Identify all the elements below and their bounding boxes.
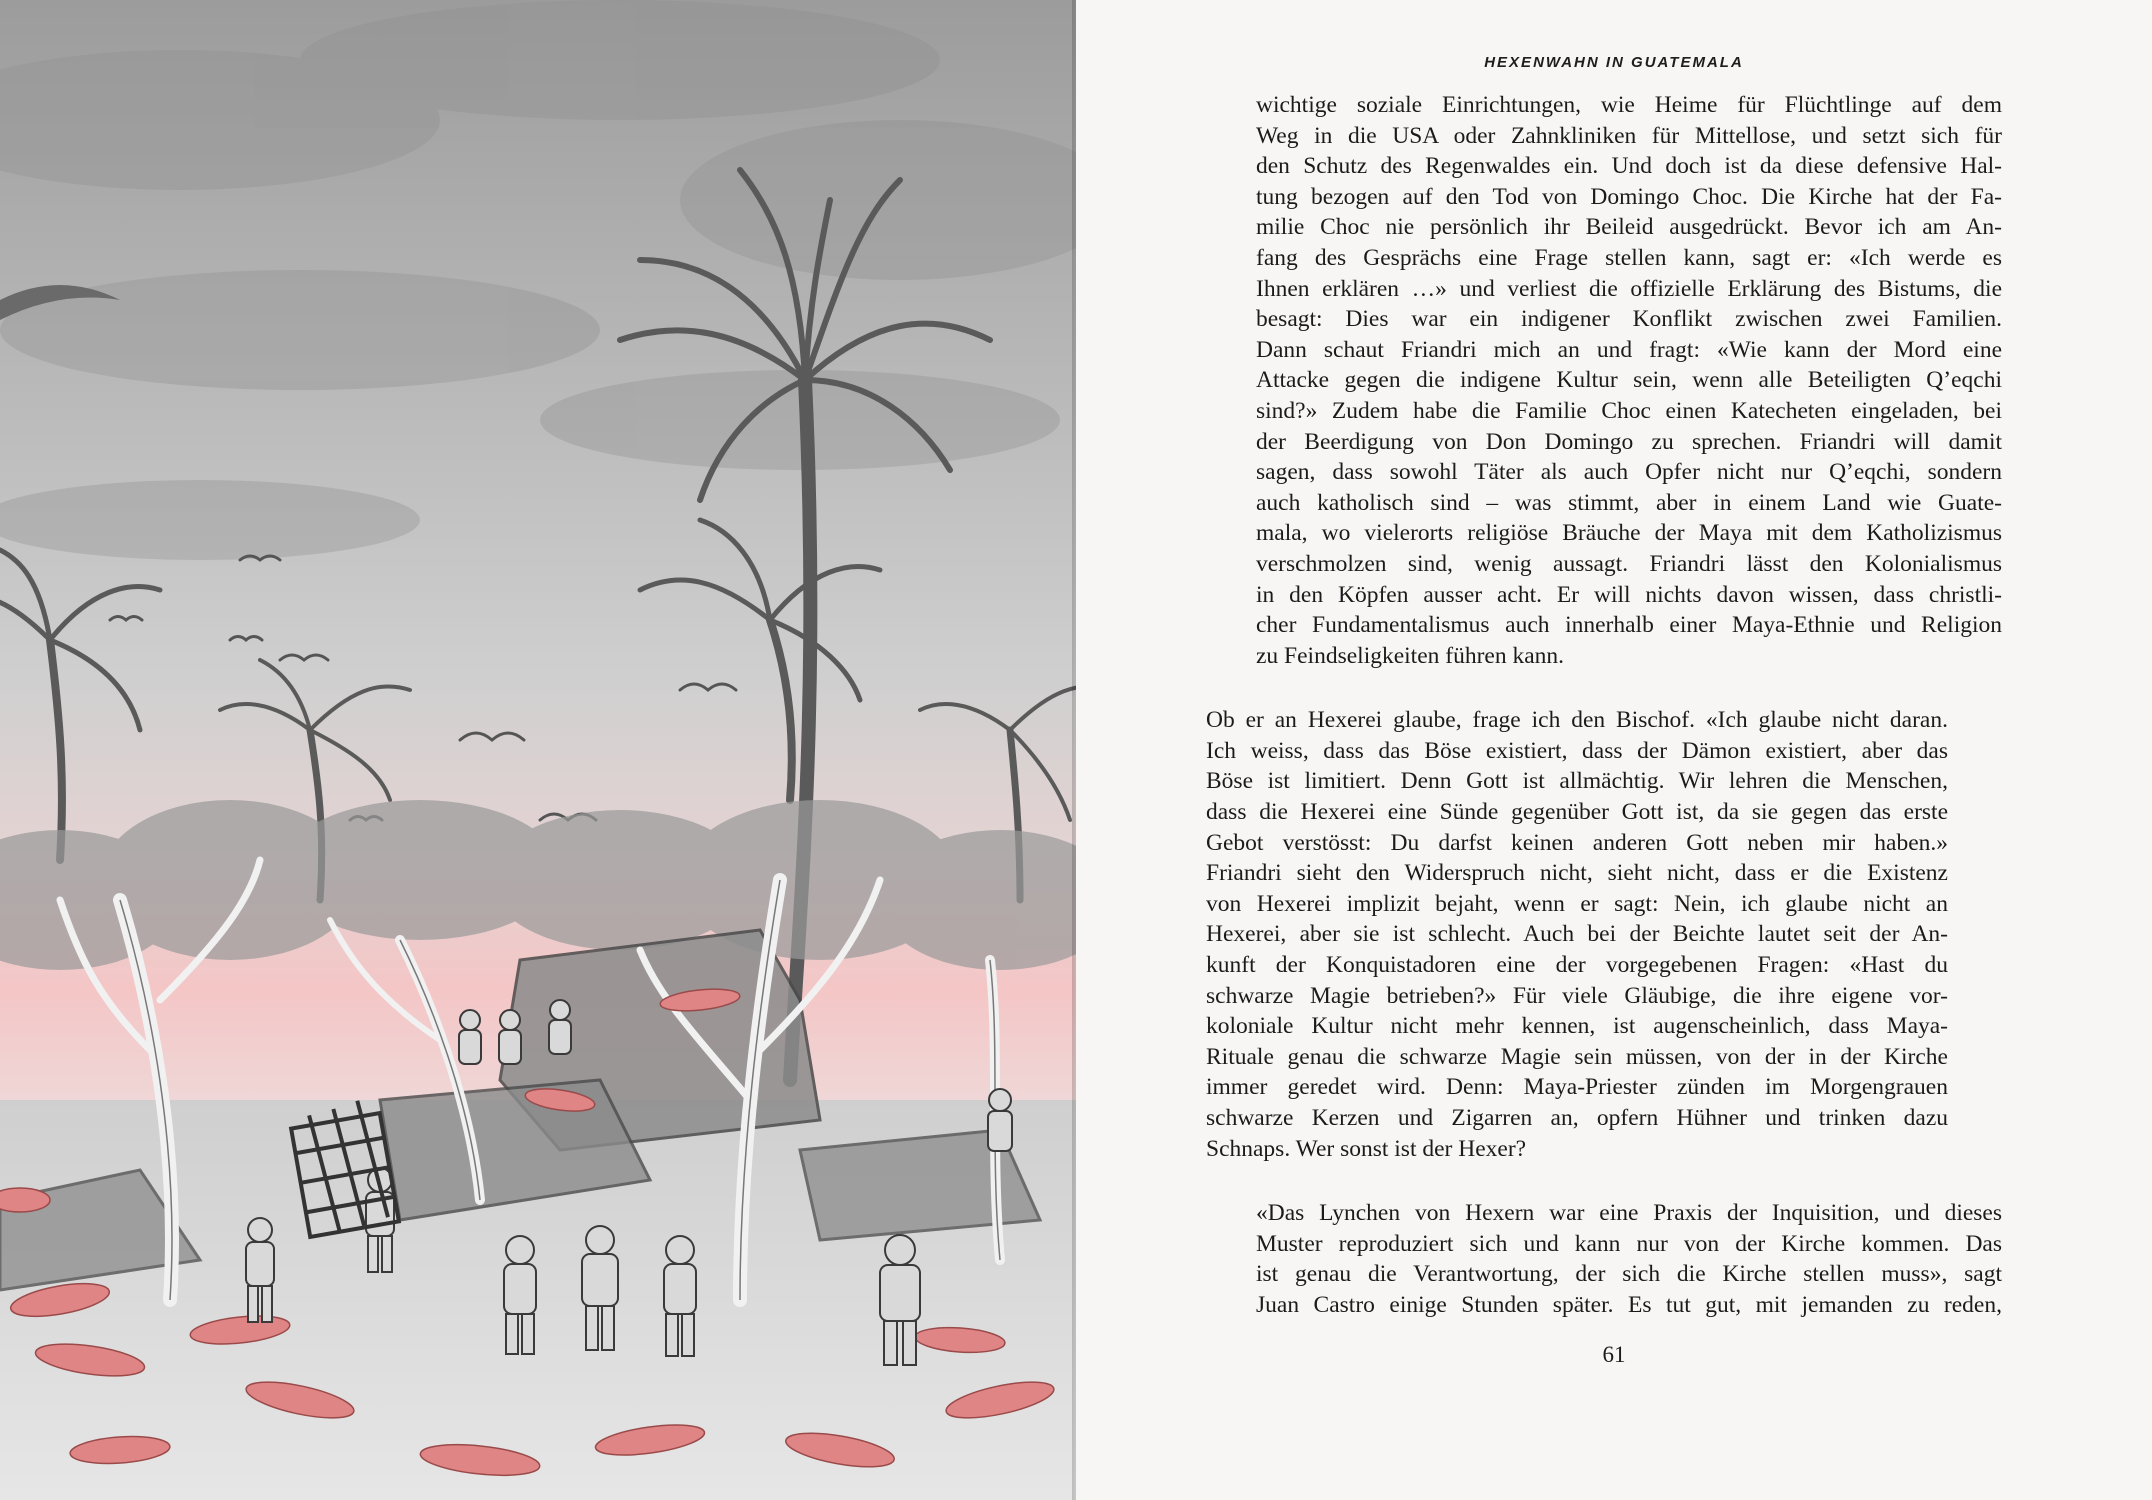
text-line: wichtige soziale Einrichtungen, wie Heime für Flüchtlinge auf dem xyxy=(1256,92,2002,118)
text-line: schwarze Magie betrieben?» Für viele Gläubige, die ihre eigene vor- xyxy=(1206,982,1948,1009)
paragraph-2 xyxy=(1206,705,2002,1164)
text-line: sagen, dass sowohl Täter als auch Opfer nicht nur Q’eqchi, sondern xyxy=(1256,459,2002,486)
text-line: kunft der Konquistadoren eine der vorgegebenen Fragen: «Hast du xyxy=(1206,952,1948,979)
text-line: der Beerdigung von Don Domingo zu sprechen. Friandri will damit xyxy=(1256,428,2002,455)
text-line: auch katholisch sind – was stimmt, aber in einem Land wie Guate- xyxy=(1256,489,2002,516)
text-page xyxy=(1076,0,2152,1500)
text-line: schwarze Kerzen und Zigarren an, opfern Hühner und trinken dazu xyxy=(1206,1105,1948,1131)
text-line: Juan Castro einige Stunden später. Es tut gut, mit jemanden zu reden, xyxy=(1256,1291,2002,1318)
paragraph-gap xyxy=(1206,1164,2002,1198)
body-text xyxy=(1206,90,2002,1321)
text-line: besagt: Dies war ein indigener Konflikt zwischen zwei Familien. xyxy=(1256,306,2002,333)
text-line: verschmolzen sind, wenig aussagt. Friandri lässt den Kolonialismus xyxy=(1256,550,2002,577)
text-line: von Hexerei implizit bejaht, wenn er sagt: Nein, ich glaube nicht an xyxy=(1206,890,1948,917)
text-line: tung bezogen auf den Tod von Domingo Choc. Die Kirche hat der Fa- xyxy=(1256,183,2002,210)
paragraph-3 xyxy=(1206,1198,2002,1320)
text-line: koloniale Kultur nicht mehr kennen, ist augenscheinlich, dass Maya- xyxy=(1206,1013,1948,1040)
text-line: Rituale genau die schwarze Magie sein müssen, von der in der Kirche xyxy=(1206,1043,1948,1070)
text-line: Böse ist limitiert. Denn Gott ist allmächtig. Wir lehren die Menschen, xyxy=(1206,768,1948,795)
text-line: ist genau die Verantwortung, der sich die Kirche stellen muss», sagt xyxy=(1256,1261,2002,1288)
text-line: Ich weiss, dass das Böse existiert, dass der Dämon existiert, aber das xyxy=(1206,737,1948,764)
text-line: Gebot verstösst: Du darfst keinen anderen Gott neben mir haben.» xyxy=(1206,829,1948,856)
text-line: Hexerei, aber sie ist schlecht. Auch bei der Beichte lautet seit der An- xyxy=(1206,921,1948,948)
text-line: cher Fundamentalismus auch innerhalb einer Maya-Ethnie und Religion xyxy=(1256,612,2002,639)
text-line: in den Köpfen ausser acht. Er will nichts davon wissen, dass christli- xyxy=(1256,581,2002,608)
text-line: Ob er an Hexerei glaube, frage ich den Bischof. «Ich glaube nicht daran. xyxy=(1206,707,1948,734)
running-head: HEXENWAHN IN GUATEMALA xyxy=(1484,54,1744,71)
paragraph-1 xyxy=(1206,90,2002,671)
text-line: fang des Gesprächs eine Frage stellen kann, sagt er: «Ich werde es xyxy=(1256,244,2002,271)
text-line: milie Choc nie persönlich ihr Beileid ausgedrückt. Bevor ich am An- xyxy=(1256,214,2002,241)
text-line: zu Feindseligkeiten führen kann. xyxy=(1256,642,1565,669)
text-line: Dann schaut Friandri mich an und fragt: «Wie kann der Mord eine xyxy=(1256,336,2002,363)
text-line: Weg in die USA oder Zahnkliniken für Mittellose, und setzt sich für xyxy=(1256,122,2002,149)
page-number: 61 xyxy=(1602,1342,1626,1367)
text-line: dass die Hexerei eine Sünde gegenüber Gott ist, da sie gegen das erste xyxy=(1206,799,1948,826)
text-line: Schnaps. Wer sonst ist der Hexer? xyxy=(1206,1135,1527,1162)
text-line: den Schutz des Regenwaldes ein. Und doch ist da diese defensive Hal- xyxy=(1256,153,2002,180)
text-line: Ihnen erklären …» und verliest die offizielle Erklärung des Bistums, die xyxy=(1256,275,2002,302)
text-line: Muster reproduziert sich und kann nur von der Kirche kommen. Das xyxy=(1256,1230,2002,1257)
text-line: «Das Lynchen von Hexern war eine Praxis der Inquisition, und dieses xyxy=(1256,1200,2002,1227)
text-line: Friandri sieht den Widerspruch nicht, sieht nicht, dass er die Existenz xyxy=(1206,860,1948,887)
text-line: sind?» Zudem habe die Familie Choc einen Katecheten eingeladen, bei xyxy=(1256,397,2002,424)
text-line: Attacke gegen die indigene Kultur sein, wenn alle Beteiligten Q’eqchi xyxy=(1256,367,2002,394)
text-line: immer geredet wird. Denn: Maya-Priester zünden im Morgengrauen xyxy=(1206,1074,1948,1101)
paragraph-gap xyxy=(1206,671,2002,705)
text-line: mala, wo vielerorts religiöse Bräuche der Maya mit dem Katholizismus xyxy=(1256,520,2002,547)
